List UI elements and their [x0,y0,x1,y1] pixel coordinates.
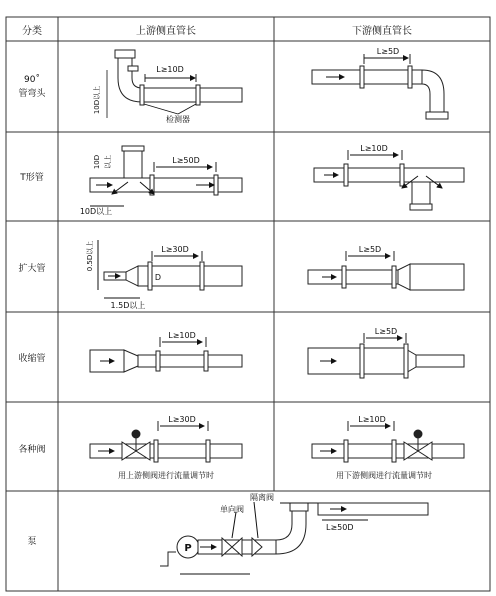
upstream-length-label: L≥30D [161,245,189,254]
downstream-length-label: L≥10D [358,415,386,424]
row-label-line1: 90˚ [24,75,40,85]
upstream-contraction-diagram [90,337,242,372]
upstream-valve-diagram [90,421,242,462]
upstream-vertical-label: 10D以上 [93,85,101,115]
downstream-length-label: L≥5D [358,245,382,254]
downstream-valve-diagram [312,421,464,462]
downstream-length-label: L≥10D [360,144,388,153]
upstream-horizontal-label: 10D以上 [79,207,113,216]
detector-label: 检测器 [166,115,190,124]
pump-label: P [184,543,192,554]
upstream-elbow-diagram [115,50,242,105]
row-label: 收缩管 [18,354,46,364]
upstream-tee-diagram [90,146,242,206]
upstream-diameter-label: D [154,273,162,282]
upstream-length-label: L≥30D [168,415,196,424]
row-label: 泵 [27,537,37,547]
upstream-length-label: L≥50D [172,156,200,165]
header-downstream: 下游侧直管长 [352,26,412,37]
pump-length-label: L≥50D [326,523,354,532]
check-valve-label: 单向阀 [220,505,244,514]
upstream-vertical-label: 0.5D以上 [86,240,94,272]
upstream-vertical-b: 以上 [104,155,112,169]
row-label-line2: 管弯头 [18,89,46,99]
downstream-expansion-diagram [308,251,464,290]
upstream-caption: 用上游侧阀进行流量调节时 [118,471,214,480]
row-expansion [18,240,464,310]
upstream-vertical-a: 10D [93,154,101,170]
downstream-length-label: L≥5D [374,327,398,336]
downstream-caption: 用下游侧阀进行流量调节时 [336,471,432,480]
upstream-length-label: L≥10D [156,65,184,74]
upstream-horizontal-label: 1.5D以上 [110,301,146,310]
upstream-length-label: L≥10D [168,331,196,340]
downstream-length-label: L≥5D [376,47,400,56]
row-valves [18,415,464,480]
table-header [22,24,412,37]
downstream-tee-diagram [314,150,464,210]
row-contraction [18,327,464,378]
downstream-elbow-diagram [312,54,448,119]
row-pump [27,492,428,574]
row-elbow [18,47,448,124]
header-category: 分类 [22,26,42,37]
isolation-valve-label: 隔离阀 [250,493,274,502]
row-tee [19,144,464,216]
row-label: T形管 [20,173,44,183]
row-label: 各种阀 [18,445,46,455]
downstream-contraction-diagram [308,333,464,378]
header-upstream: 上游侧直管长 [136,26,196,37]
pump-diagram [160,502,428,574]
row-label: 扩大管 [18,264,46,274]
